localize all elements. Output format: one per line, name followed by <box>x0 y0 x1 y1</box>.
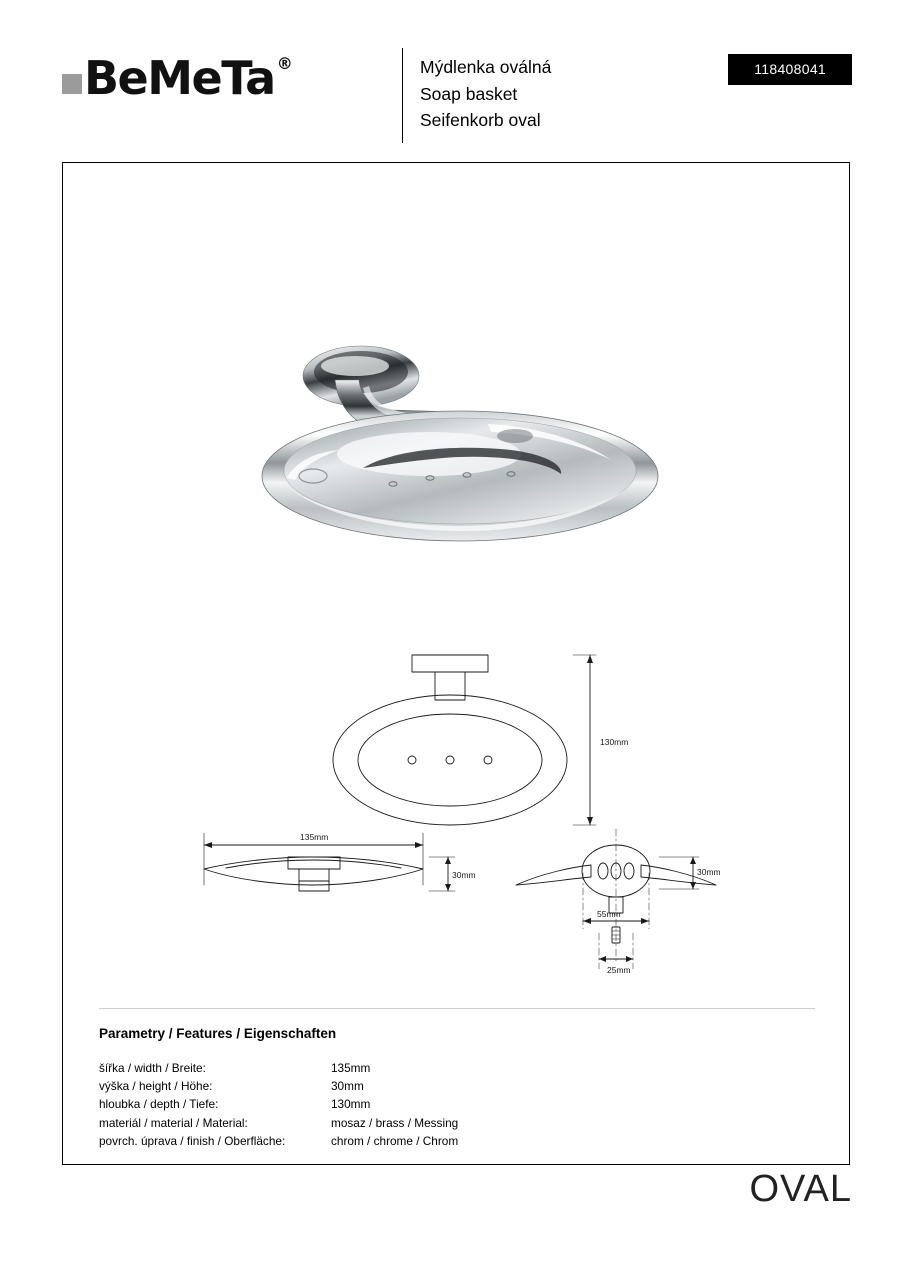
technical-drawings <box>63 633 851 1013</box>
param-value: mosaz / brass / Messing <box>331 1115 459 1130</box>
param-value: 135mm <box>331 1061 371 1075</box>
param-value: 30mm <box>331 1079 364 1094</box>
table-row <box>99 1132 458 1150</box>
table-row <box>99 1095 458 1113</box>
dimension-height-side-label: 30mm <box>452 870 476 880</box>
page-header <box>62 48 852 143</box>
brand-name-text: BeMeTa <box>84 51 275 105</box>
product-title-en: Soap basket <box>420 83 518 104</box>
table-row <box>99 1114 458 1132</box>
product-titles <box>420 54 551 134</box>
parameters-title: Parametry / Features / Eigenschaften <box>99 1026 337 1041</box>
dimension-width-label: 135mm <box>300 832 329 842</box>
param-label: materiál / material / Material: <box>99 1115 248 1130</box>
parameters-section <box>99 1008 815 1150</box>
table-row <box>99 1059 458 1077</box>
collection-name: OVAL <box>749 1168 852 1210</box>
dimension-plate-width-label: 55mm <box>597 909 621 919</box>
parameters-divider <box>99 1008 815 1009</box>
header-divider <box>402 48 403 143</box>
dimension-plate-height-label: 25mm <box>607 965 631 975</box>
logo-square-icon <box>62 74 82 94</box>
table-row <box>99 1077 458 1095</box>
content-frame <box>62 162 850 1165</box>
registered-trademark-icon: ® <box>276 54 292 73</box>
param-label: výška / height / Höhe: <box>99 1079 213 1094</box>
param-value: chrom / chrome / Chrom <box>331 1133 459 1148</box>
param-label: povrch. úprava / finish / Oberfläche: <box>99 1133 286 1148</box>
param-label: šířka / width / Breite: <box>99 1061 206 1075</box>
dimension-depth-label: 130mm <box>600 737 629 747</box>
product-code-badge: 118408041 <box>728 54 852 85</box>
parameters-table <box>99 1059 458 1150</box>
product-title-cs: Mýdlenka oválná <box>420 57 552 77</box>
brand-logo <box>62 52 291 104</box>
dimension-height-front-label: 30mm <box>697 867 721 877</box>
brand-name <box>84 52 291 104</box>
param-value: 130mm <box>331 1097 371 1112</box>
product-photo <box>243 328 673 568</box>
param-label: hloubka / depth / Tiefe: <box>99 1097 219 1112</box>
product-title-de: Seifenkorb oval <box>420 110 541 130</box>
